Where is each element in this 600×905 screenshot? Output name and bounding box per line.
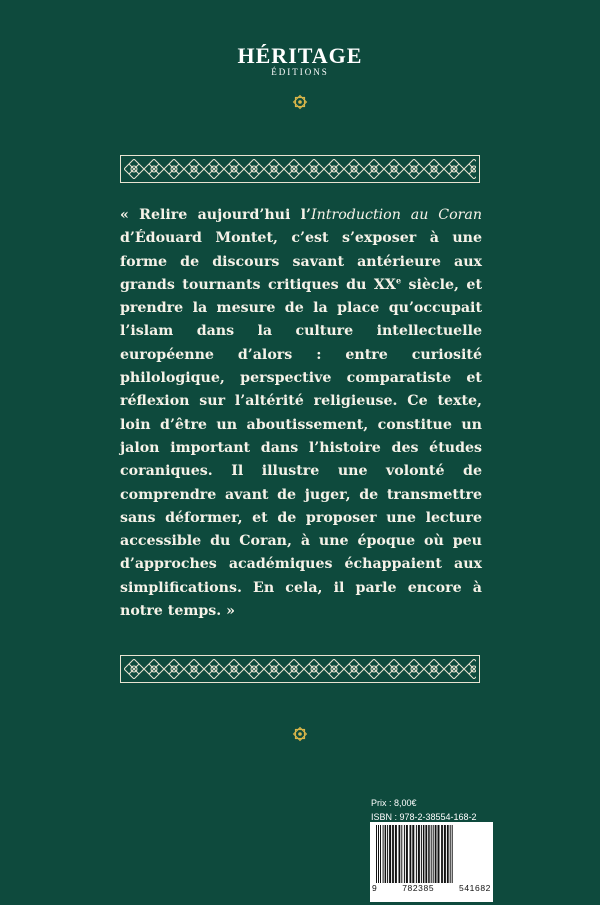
barcode-bar — [378, 825, 379, 883]
quote-text-start: « Relire aujourd’hui l’ — [120, 207, 312, 223]
barcode-bar — [418, 825, 420, 883]
barcode-bar — [412, 825, 414, 883]
barcode-bar — [444, 825, 446, 883]
barcode-bar — [387, 825, 388, 883]
isbn-label: ISBN : 978-2-38554-168-2 — [371, 812, 477, 822]
ornamental-band-top — [120, 155, 480, 183]
barcode-digits — [372, 883, 491, 893]
barcode-bar — [399, 825, 401, 883]
barcode-lead-digit: 9 — [372, 883, 378, 893]
price-label: Prix : 8,00€ — [371, 798, 417, 808]
barcode-right-group: 541682 — [459, 883, 491, 893]
barcode-bar — [385, 825, 387, 883]
barcode-bar — [404, 825, 405, 883]
barcode-bar — [431, 825, 432, 883]
barcode-bar — [406, 825, 408, 883]
barcode-bar — [395, 825, 397, 883]
barcode-bar — [401, 825, 402, 883]
quote-book-title: Introduction au Coran — [311, 207, 482, 223]
publisher-logo — [0, 44, 600, 77]
barcode-bar — [425, 825, 427, 883]
barcode-bar — [428, 825, 430, 883]
barcode-bar — [450, 825, 451, 883]
barcode-bar — [383, 825, 384, 883]
barcode-bar — [441, 825, 443, 883]
star-icon — [291, 93, 309, 111]
barcode-bar — [438, 825, 440, 883]
barcode-bar — [433, 825, 434, 883]
barcode-bar — [376, 825, 377, 883]
star-icon — [291, 725, 309, 743]
barcode-bar — [421, 825, 422, 883]
barcode-bar — [392, 825, 394, 883]
century-superscript: e — [395, 275, 402, 286]
barcode-bar — [380, 825, 381, 883]
publisher-subtitle: ÉDITIONS — [271, 67, 329, 77]
barcode-bar — [389, 825, 391, 883]
ornamental-band-bottom — [120, 655, 480, 683]
barcode-bar — [410, 825, 412, 883]
isbn-barcode — [370, 822, 493, 902]
barcode-left-group: 782385 — [402, 883, 435, 893]
quote-text-middle: d’Édouard Montet, c’est s’exposer à une forme de discours savant antérieure aux grands tournants critiques du XX — [120, 230, 482, 293]
quote-text-end: siècle, et prendre la mesure de la place qu’occupait l’islam dans la culture intellectuelle européenne d’alors : entre curiosité philologique, perspective comparatiste et réflexion sur l’altérité religieuse. Ce texte, loin d’être un aboutissement, constitue un jalon important dans l’histoire des études coraniques. Il illustre une volonté de comprendre avant de juger, de transmettre sans déformer, et de proposer une lecture accessible du Coran, à une époque où peu d’approches académiques échappaient aux simplifications. En cela, il parle encore à notre temps. » — [120, 276, 483, 620]
barcode-bars — [374, 825, 489, 883]
barcode-bar — [423, 825, 425, 883]
barcode-bar — [452, 825, 453, 883]
price-isbn-block — [371, 796, 477, 824]
barcode-bar — [416, 825, 417, 883]
publisher-name: HÉRITAGE — [237, 43, 363, 68]
back-cover-quote — [120, 204, 482, 623]
barcode-bar — [447, 825, 449, 883]
barcode-bar — [435, 825, 437, 883]
